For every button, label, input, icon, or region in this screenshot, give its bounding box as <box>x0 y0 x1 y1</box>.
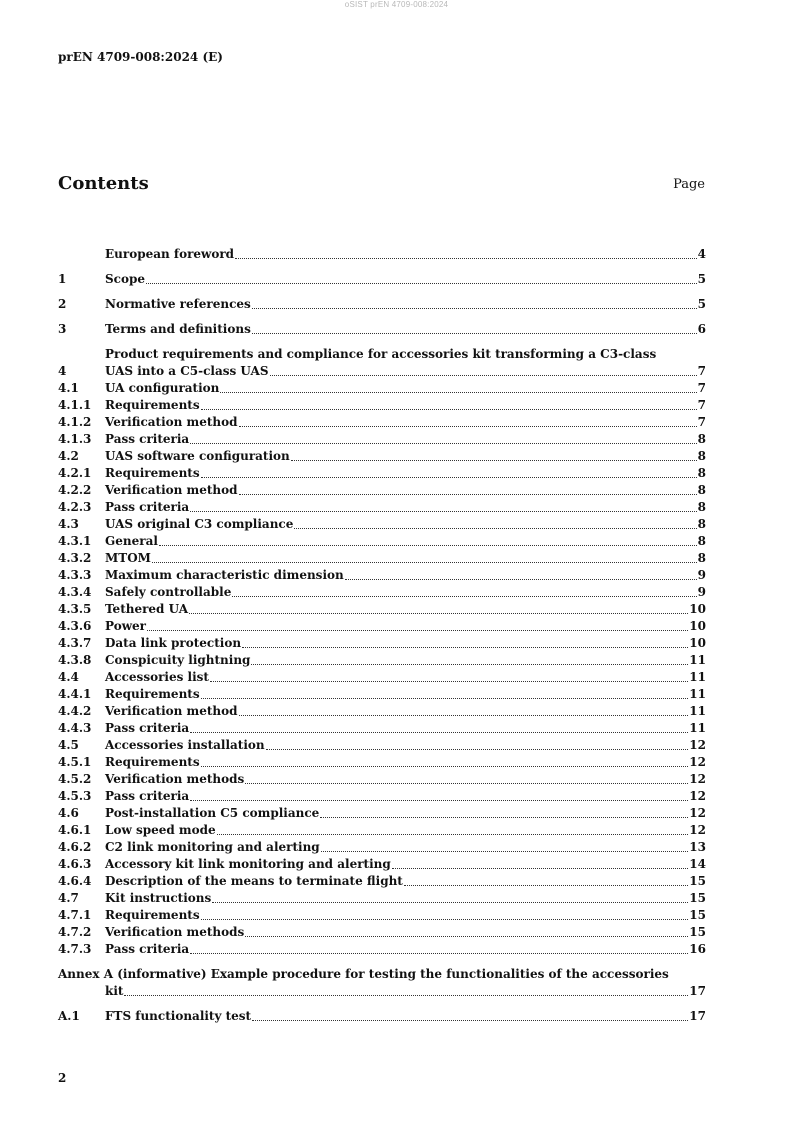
dot-leader <box>190 443 696 444</box>
toc-entry-body <box>105 246 706 263</box>
toc-entry-body <box>105 873 706 890</box>
document-id: prEN 4709-008:2024 (E) <box>58 50 223 64</box>
toc-entry-body <box>105 737 706 754</box>
toc-entry-page: 11 <box>689 653 706 667</box>
toc-entry-body <box>105 584 706 601</box>
toc-entry[interactable] <box>58 771 706 788</box>
toc-entry[interactable] <box>58 1008 706 1025</box>
toc-entry[interactable] <box>58 754 706 771</box>
toc-entry-title: Normative references <box>105 297 251 311</box>
toc-entry[interactable] <box>58 907 706 924</box>
dot-leader <box>124 995 688 996</box>
toc-entry-number: 4.5.2 <box>58 772 92 786</box>
toc-entry-body <box>105 669 706 686</box>
toc-entry-body <box>105 601 706 618</box>
toc-entry-page: 7 <box>697 364 706 378</box>
toc-entry[interactable] <box>58 550 706 567</box>
toc-entry-page: 5 <box>697 272 706 286</box>
toc-entry[interactable] <box>58 669 706 686</box>
toc-entry[interactable] <box>58 720 706 737</box>
toc-entry-title: FTS functionality test <box>105 1009 252 1023</box>
dot-leader <box>252 308 697 309</box>
toc-entry[interactable] <box>58 414 706 431</box>
dot-leader <box>217 834 689 835</box>
toc-entry-page: 12 <box>689 738 706 752</box>
toc-entry[interactable] <box>58 618 706 635</box>
toc-entry-number: 4.3.1 <box>58 534 92 548</box>
dot-leader <box>392 868 689 869</box>
toc-entry-body <box>105 550 706 567</box>
toc-entry-body <box>105 771 706 788</box>
toc-entry-title: Conspicuity lightning <box>105 653 251 667</box>
toc-entry-title: Scope <box>105 272 146 286</box>
dot-leader <box>201 698 689 699</box>
toc-entry-number: 4.3.3 <box>58 568 92 582</box>
toc-entry-body <box>105 499 706 516</box>
toc-entry-page: 9 <box>697 568 706 582</box>
page-column-label: Page <box>673 177 705 192</box>
toc-entry[interactable] <box>58 516 706 533</box>
toc-entry-number: 4.1.2 <box>58 415 92 429</box>
toc-entry-number: 4.4.2 <box>58 704 92 718</box>
toc-entry-number: 4.3.7 <box>58 636 92 650</box>
dot-leader <box>320 817 688 818</box>
toc-entry-title: Requirements <box>105 466 200 480</box>
toc-entry-title: Tethered UA <box>105 602 189 616</box>
annex-title-line2: kit <box>105 984 124 998</box>
toc-entry-number: 4.2.2 <box>58 483 92 497</box>
toc-entry-body <box>105 465 706 482</box>
dot-leader <box>190 953 688 954</box>
toc-entry-title-line2: UAS into a C5-class UAS <box>105 364 269 378</box>
dot-leader <box>201 409 697 410</box>
toc-entry[interactable] <box>58 584 706 601</box>
toc-entry-page: 8 <box>697 551 706 565</box>
annex-title-continued <box>58 983 706 1000</box>
toc-entry-number: 4.6 <box>58 806 79 820</box>
toc-entry-body <box>105 907 706 924</box>
toc-entry-page: 8 <box>697 466 706 480</box>
toc-entry-title: UAS software configuration <box>105 449 290 463</box>
toc-entry-title: Pass criteria <box>105 721 190 735</box>
toc-entry[interactable] <box>58 822 706 839</box>
toc-entry-page: 10 <box>689 602 706 616</box>
toc-entry-number: 4.2.1 <box>58 466 92 480</box>
toc-entry-page: 7 <box>697 381 706 395</box>
toc-entry-body <box>105 805 706 822</box>
dot-leader <box>189 613 688 614</box>
dot-leader <box>294 528 696 529</box>
toc-entry-page: 6 <box>697 322 706 336</box>
toc-entry[interactable] <box>58 499 706 516</box>
toc-entry-title: Data link protection <box>105 636 242 650</box>
toc-entry-body <box>105 652 706 669</box>
dot-leader <box>291 460 697 461</box>
dot-leader <box>232 596 696 597</box>
toc-entry-title: Requirements <box>105 398 200 412</box>
toc-entry-page: 15 <box>689 908 706 922</box>
dot-leader <box>210 681 688 682</box>
toc-entry-title: Pass criteria <box>105 500 190 514</box>
toc-entry-body <box>105 1008 706 1025</box>
toc-entry-number: 4.7.3 <box>58 942 92 956</box>
toc-entry-title: Safely controllable <box>105 585 232 599</box>
toc-entry[interactable] <box>58 271 706 288</box>
toc-entry-title: Verification method <box>105 415 238 429</box>
dot-leader <box>190 732 688 733</box>
toc-entry[interactable] <box>58 321 706 338</box>
toc-entry-number: 4.5 <box>58 738 79 752</box>
toc-entry-page: 9 <box>697 585 706 599</box>
toc-entry-title: C2 link monitoring and alerting <box>105 840 320 854</box>
toc-entry-body <box>105 448 706 465</box>
toc-entry-number: 4.1.3 <box>58 432 92 446</box>
toc-entry-title-continued <box>105 363 706 380</box>
toc-entry-number: 4.2.3 <box>58 500 92 514</box>
dot-leader <box>220 392 696 393</box>
toc-entry-body <box>105 720 706 737</box>
toc-entry-title: Accessory kit link monitoring and alerting <box>105 857 391 871</box>
toc-entry-number: 4.4 <box>58 670 79 684</box>
toc-entry-page: 14 <box>689 857 706 871</box>
toc-entry-number: 4.5.3 <box>58 789 92 803</box>
toc-entry-page: 11 <box>689 687 706 701</box>
toc-entry-body <box>105 941 706 958</box>
toc-entry-number: A.1 <box>58 1009 80 1023</box>
toc-entry-number: 4.3.5 <box>58 602 92 616</box>
toc-annex-entry[interactable] <box>58 966 706 1000</box>
toc-entry-page: 7 <box>697 415 706 429</box>
toc-entry[interactable] <box>58 686 706 703</box>
dot-leader <box>251 664 688 665</box>
toc-entry[interactable] <box>58 246 706 263</box>
toc-entry-number: 4.3.8 <box>58 653 92 667</box>
toc-entry[interactable] <box>58 567 706 584</box>
dot-leader <box>404 885 688 886</box>
toc-entry-title: Requirements <box>105 908 200 922</box>
toc-entry[interactable] <box>58 873 706 890</box>
toc-entry-body <box>105 567 706 584</box>
toc-entry-body <box>105 754 706 771</box>
toc-entry-title: General <box>105 534 158 548</box>
dot-leader <box>146 283 697 284</box>
toc-entry-page: 12 <box>689 772 706 786</box>
toc-entry-title: Power <box>105 619 146 633</box>
toc-entry-number: 4.3.2 <box>58 551 92 565</box>
dot-leader <box>159 545 697 546</box>
toc-entry-number: 4.7.1 <box>58 908 92 922</box>
toc-entry-number: 3 <box>58 322 67 336</box>
toc-entry-number: 4.6.2 <box>58 840 92 854</box>
dot-leader <box>252 333 697 334</box>
toc-entry-number: 4.6.4 <box>58 874 92 888</box>
toc-entry-title: UAS original C3 compliance <box>105 517 294 531</box>
toc-entry[interactable] <box>58 839 706 856</box>
toc-entry[interactable] <box>58 601 706 618</box>
toc-entry-number: 4.7 <box>58 891 79 905</box>
toc-entry-body <box>105 431 706 448</box>
toc-entry-number: 4.4.1 <box>58 687 92 701</box>
toc-entry-title: Low speed mode <box>105 823 216 837</box>
toc-entry-title: Accessories list <box>105 670 209 684</box>
toc-entry-title: European foreword <box>105 247 235 261</box>
toc-entry[interactable] <box>58 296 706 313</box>
toc-entry-number: 4.1.1 <box>58 398 92 412</box>
toc-entry-page: 12 <box>689 755 706 769</box>
toc-entry-body <box>105 346 706 380</box>
toc-entry-page: 15 <box>689 891 706 905</box>
toc-entry[interactable] <box>58 856 706 873</box>
toc-entry-page: 11 <box>689 670 706 684</box>
toc-entry-page: 8 <box>697 483 706 497</box>
toc-entry-page: 11 <box>689 704 706 718</box>
toc-entry[interactable] <box>58 635 706 652</box>
toc-entry-title: Description of the means to terminate flight <box>105 874 403 888</box>
toc-entry-page: 16 <box>689 942 706 956</box>
toc-entry-title: Pass criteria <box>105 432 190 446</box>
dot-leader <box>270 375 697 376</box>
toc-entry-title: Verification method <box>105 704 238 718</box>
toc-entry-body <box>105 839 706 856</box>
toc-entry-number: 4.1 <box>58 381 79 395</box>
toc-entry-page: 10 <box>689 619 706 633</box>
watermark: oSIST prEN 4709-008:2024 <box>344 0 449 9</box>
toc-entry-number: 2 <box>58 297 67 311</box>
toc-entry-page: 8 <box>697 449 706 463</box>
toc-entry-number: 1 <box>58 272 67 286</box>
toc-entry[interactable] <box>58 448 706 465</box>
toc-entry-number: 4.2 <box>58 449 79 463</box>
toc-entry-body <box>105 380 706 397</box>
toc-entry-number: 4.6.3 <box>58 857 92 871</box>
table-of-contents <box>58 238 706 1025</box>
toc-entry-page: 12 <box>689 823 706 837</box>
dot-leader <box>201 766 689 767</box>
toc-entry-body <box>105 686 706 703</box>
toc-entry-title: Post-installation C5 compliance <box>105 806 320 820</box>
toc-entry[interactable] <box>58 941 706 958</box>
toc-entry-body <box>105 397 706 414</box>
toc-entry-page: 8 <box>697 517 706 531</box>
toc-entry-page: 10 <box>689 636 706 650</box>
toc-entry-page: 17 <box>689 1009 706 1023</box>
toc-entry[interactable] <box>58 788 706 805</box>
toc-entry[interactable] <box>58 380 706 397</box>
dot-leader <box>252 1020 688 1021</box>
toc-entry-title: UA configuration <box>105 381 220 395</box>
dot-leader <box>190 800 688 801</box>
toc-entry[interactable] <box>58 431 706 448</box>
toc-entry-body <box>105 516 706 533</box>
toc-entry-page: 15 <box>689 874 706 888</box>
toc-entry-body <box>105 271 706 288</box>
toc-entry-body <box>105 890 706 907</box>
toc-entry-title: Product requirements and compliance for accessories kit transforming a C3-class <box>105 347 657 361</box>
toc-entry-title: Pass criteria <box>105 942 190 956</box>
dot-leader <box>321 851 689 852</box>
toc-entry-title: Verification methods <box>105 772 245 786</box>
dot-leader <box>242 647 688 648</box>
page-number: 2 <box>58 1071 67 1085</box>
toc-entry-body <box>105 296 706 313</box>
toc-entry[interactable] <box>58 703 706 720</box>
toc-entry-body <box>105 321 706 338</box>
toc-entry-body <box>105 924 706 941</box>
toc-entry-number: 4.6.1 <box>58 823 92 837</box>
toc-entry[interactable] <box>58 465 706 482</box>
dot-leader <box>147 630 688 631</box>
toc-entry-body <box>105 618 706 635</box>
annex-title: Annex A (informative) Example procedure for testing the functionalities of the accessories <box>58 967 669 981</box>
toc-entry-title: Kit instructions <box>105 891 212 905</box>
toc-entry[interactable] <box>58 652 706 669</box>
toc-entry-title: Verification methods <box>105 925 245 939</box>
dot-leader <box>235 258 697 259</box>
toc-entry-number: 4 <box>58 364 67 378</box>
toc-entry-page: 8 <box>697 500 706 514</box>
toc-entry-body <box>105 533 706 550</box>
toc-entry[interactable] <box>58 482 706 499</box>
toc-entry[interactable] <box>58 924 706 941</box>
dot-leader <box>266 749 689 750</box>
toc-entry-page: 7 <box>697 398 706 412</box>
toc-entry-page: 8 <box>697 432 706 446</box>
toc-entry-page: 12 <box>689 789 706 803</box>
dot-leader <box>201 919 689 920</box>
dot-leader <box>245 936 688 937</box>
toc-entry-number: 4.3.6 <box>58 619 92 633</box>
toc-entry-body <box>105 856 706 873</box>
toc-entry-page: 11 <box>689 721 706 735</box>
toc-entry-number: 4.3 <box>58 517 79 531</box>
toc-entry-page: 4 <box>697 247 706 261</box>
toc-entry-page: 13 <box>689 840 706 854</box>
dot-leader <box>239 426 697 427</box>
toc-entry-number: 4.3.4 <box>58 585 92 599</box>
toc-entry-title: Requirements <box>105 755 200 769</box>
toc-entry[interactable] <box>58 890 706 907</box>
toc-entry-title: Maximum characteristic dimension <box>105 568 344 582</box>
toc-entry[interactable] <box>58 737 706 754</box>
toc-entry-title: MTOM <box>105 551 151 565</box>
contents-heading: Contents <box>58 173 149 194</box>
toc-entry[interactable] <box>58 397 706 414</box>
toc-entry-body <box>105 482 706 499</box>
toc-entry-body <box>105 414 706 431</box>
toc-entry-number: 4.7.2 <box>58 925 92 939</box>
dot-leader <box>190 511 696 512</box>
dot-leader <box>239 715 689 716</box>
annex-page: 17 <box>689 984 706 998</box>
dot-leader <box>245 783 688 784</box>
toc-entry-title: Terms and definitions <box>105 322 251 336</box>
toc-entry[interactable] <box>58 533 706 550</box>
toc-entry[interactable] <box>58 805 706 822</box>
toc-entry-page: 12 <box>689 806 706 820</box>
toc-entry-title: Verification method <box>105 483 238 497</box>
dot-leader <box>152 562 697 563</box>
toc-entry-page: 15 <box>689 925 706 939</box>
toc-entry-title: Accessories installation <box>105 738 265 752</box>
dot-leader <box>201 477 697 478</box>
toc-entry-body <box>105 703 706 720</box>
dot-leader <box>345 579 697 580</box>
toc-entry-body <box>105 788 706 805</box>
dot-leader <box>212 902 688 903</box>
toc-entry-body <box>105 635 706 652</box>
toc-entry[interactable] <box>58 346 706 380</box>
toc-entry-page: 8 <box>697 534 706 548</box>
toc-entry-number: 4.5.1 <box>58 755 92 769</box>
toc-entry-number: 4.4.3 <box>58 721 92 735</box>
toc-entry-page: 5 <box>697 297 706 311</box>
toc-entry-title: Requirements <box>105 687 200 701</box>
dot-leader <box>239 494 697 495</box>
toc-entry-body <box>105 822 706 839</box>
toc-entry-title: Pass criteria <box>105 789 190 803</box>
